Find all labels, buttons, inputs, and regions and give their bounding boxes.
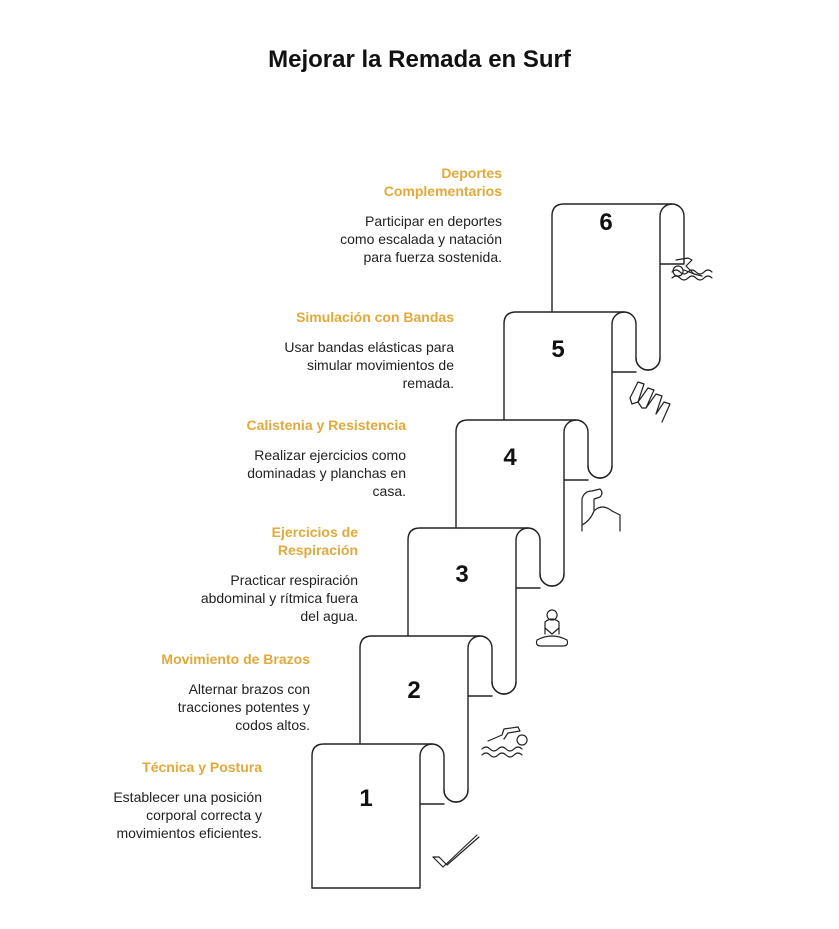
step-description: Usar bandas elásticas para simular movimientos de remada. (284, 339, 454, 391)
step-3-number: 3 (455, 561, 469, 588)
step-1-text (2, 758, 262, 842)
step-title: Ejercicios de Respiración (271, 524, 358, 558)
meditation-icon (537, 610, 568, 646)
swimmer-icon (672, 258, 712, 280)
step-title: Calistenia y Resistencia (246, 417, 406, 433)
scroll-1-inner-edge (312, 744, 432, 888)
step-4-number: 4 (503, 444, 517, 471)
check-icon (433, 835, 479, 867)
step-5-number: 5 (551, 336, 565, 363)
step-title: Técnica y Postura (142, 759, 262, 775)
scroll-2-outline (360, 636, 516, 744)
step-title: Movimiento de Brazos (161, 651, 310, 667)
step-6-number: 6 (599, 209, 613, 236)
elastic-band-icon (630, 382, 670, 422)
scroll-6-inner-edge (636, 204, 672, 370)
step-description: Establecer una posición corporal correcta y movimientos eficientes. (113, 789, 262, 841)
step-description: Participar en deportes como escalada y natación para fuerza sostenida. (340, 213, 502, 265)
scroll-3-outline (408, 528, 564, 636)
scroll-5-inner-edge (588, 312, 624, 478)
step-description: Realizar ejercicios como dominadas y planchas en casa. (247, 447, 406, 499)
step-description: Alternar brazos con tracciones potentes y codos altos. (177, 681, 310, 733)
scroll-4-inner-edge (540, 420, 576, 586)
step-2-text (50, 650, 310, 734)
step-2-number: 2 (407, 677, 421, 704)
step-3-text (98, 523, 358, 625)
step-1-number: 1 (359, 785, 373, 812)
page-title: Mejorar la Remada en Surf (268, 46, 571, 73)
step-6-text (242, 164, 502, 266)
scroll-4-outline (456, 420, 612, 528)
swimmer-icon (482, 727, 527, 757)
step-title: Deportes Complementarios (383, 165, 502, 199)
scroll-5-outline (504, 312, 660, 420)
scroll-1-outline (312, 744, 468, 888)
scroll-2-inner-edge (444, 636, 480, 802)
step-4-text (146, 416, 406, 500)
step-5-text (194, 308, 454, 392)
step-title: Simulación con Bandas (296, 309, 454, 325)
scroll-3-inner-edge (492, 528, 528, 694)
flexed-arm-icon (582, 489, 620, 531)
step-description: Practicar respiración abdominal y rítmica fuera del agua. (200, 572, 358, 624)
